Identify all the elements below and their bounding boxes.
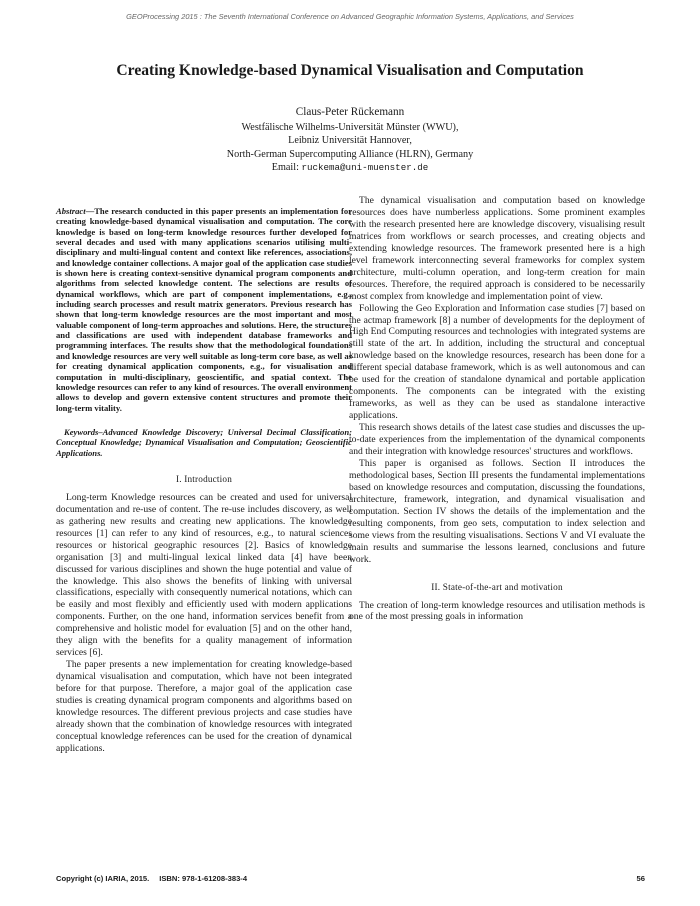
sota-paragraph: The creation of long-term knowledge resources and utilisation methods is one of the most pressing goals in information	[349, 599, 645, 623]
left-column	[56, 206, 352, 755]
affiliation-line: North-German Supercomputing Alliance (HLRN), Germany	[226, 148, 474, 160]
page-number: 56	[636, 874, 645, 883]
author-block	[0, 106, 700, 174]
intro-paragraph: This paper is organised as follows. Section II introduces the methodological bases, Section III presents the fundamental implementations based on knowledge resources and computation, discussing the foundations, architecture, framework, integration, and dynamical visualisation and computation. Section IV shows the details of the implementation and the resulting components, from geo sets, computation to index selection and some views from the resulting visualisations. Sections V and VI evaluate the main results and summarise the lessons learned, conclusions and future work.	[349, 457, 645, 565]
email-address[interactable]: ruckema@uni-muenster.de	[301, 161, 429, 173]
abstract	[56, 206, 352, 413]
intro-paragraph: This research shows details of the latest case studies and discusses the up-to-date experiences from the implementation of the dynamical components and their integration with knowledge resources' structures and workflows.	[349, 422, 645, 458]
right-column	[349, 195, 645, 623]
affiliation-line: Leibniz Universität Hannover,	[288, 135, 412, 147]
email-label: Email:	[271, 161, 299, 173]
conference-header: GEOProcessing 2015 : The Seventh International Conference on Advanced Geographic Information Systems, Applications, and Services	[126, 12, 574, 21]
abstract-label: Abstract	[56, 206, 86, 216]
author-name: Claus-Peter Rückemann	[295, 106, 405, 118]
footer-copyright	[56, 874, 247, 883]
affiliation-line: Westfälische Wilhelms-Universität Münster (WWU),	[241, 122, 459, 134]
section-heading-state-of-the-art: II. State-of-the-art and motivation	[431, 581, 563, 592]
intro-paragraph: The dynamical visualisation and computation based on knowledge resources does have numberless applications. Some prominent examples with the research presented here are knowledge discovery, visualising result matrices from workflows or search processes, and creating objects and extending knowledge resources. The framework presented here is a high level framework interconnecting several frameworks for complex system architecture, multi-column operation, and long-term creation for main resources. Therefore, the required approach is considered to be necessarily most complex from knowledge and implementation point of view.	[349, 195, 645, 302]
section-heading-introduction: I. Introduction	[175, 473, 233, 484]
intro-paragraph: The paper presents a new implementation for creating knowledge-based dynamical visualisation and computation, which have not been integrated before for that purpose. Therefore, a major goal of the application case studies is creating dynamical program components and algorithms based on knowledge resources. The different previous projects and case studies have already shown that the combination of knowledge resources with integrated conceptual knowledge references can be used for the creation of dynamical applications.	[56, 659, 352, 754]
intro-paragraph: Following the Geo Exploration and Information case studies [7] based on the actmap framework [8] a number of developments for the deployment of High End Computing resources and technologies with integrated systems are still state of the art. In addition, including the structural and conceptual knowledge based on the knowledge resources, research has been done for a different special database framework, which is as well autonomous and can be used for the creation of standalone dynamical and portable application components. The components can be integrated with the existing frameworks, as well as they can be used as standalone interactive applications.	[349, 302, 645, 422]
paper-title: Creating Knowledge-based Dynamical Visualisation and Computation	[116, 62, 584, 79]
intro-paragraph: Long-term Knowledge resources can be created and used for universal documentation and re-use of content. The re-use includes discovery, as well as gathering new results and creating new applications. The knowledge resources [1] can refer to any kind of resources, e.g., to natural sciences resources or historical geographic resources [2]. Basics of knowledge organisation [3] and multi-lingual lexical linked data [4] have been discussed for various disciplines and shown the huge potential and value of the knowledge. This also shows the benefits of linking with universal classifications, especially with consequently numerical notations, which can be easily and most flexibly and efficiently used with modern applications components. Further, on the one hand, information services benefit from a comprehensive and holistic model for evaluation [5] and on the other hand, they align with the benefits for a quality management of information services [6].	[56, 491, 352, 659]
keywords: Keywords–Advanced Knowledge Discovery; Universal Decimal Classification; Conceptual Knowledge; Dynamical Visualisation and Computation; Geoscientific Applications.	[56, 426, 352, 458]
email-line	[0, 161, 700, 174]
abstract-text: —The research conducted in this paper presents an implementation for creating knowledge-based dynamical visualisation and computation. The core knowledge is based on long-term knowledge resources further developed for several decades and used with many applications scenarios utilising multi-disciplinary and multi-lingual content and context like references, associations, and knowledge container collections. A major goal of the application case studies is shown here is creating context-sensitive dynamical program components and algorithms from selected knowledge content. The selections are results of dynamical workflows, which are part of component implementations, e.g., including search processes and result matrix generators. Previous research has shown that long-term knowledge resources are the most important and most valuable component of long-term approaches and solutions. Here, the structures and classifications are used with independent database frameworks and programming interfaces. The results show that the methodological foundations and knowledge resources are very well suitable as long-term core base, as well as for creating dynamical application components, e.g., for visualisation and computation in multi-disciplinary, geoscientific, and spatial context. The knowledge resources can refer to any kind of resources. The overall environment allows to develop and govern extensive content structures and promote their long-term vitality.	[56, 206, 352, 413]
isbn-text: ISBN: 978-1-61208-383-4	[159, 874, 248, 883]
copyright-text: Copyright (c) IARIA, 2015.	[56, 874, 150, 883]
